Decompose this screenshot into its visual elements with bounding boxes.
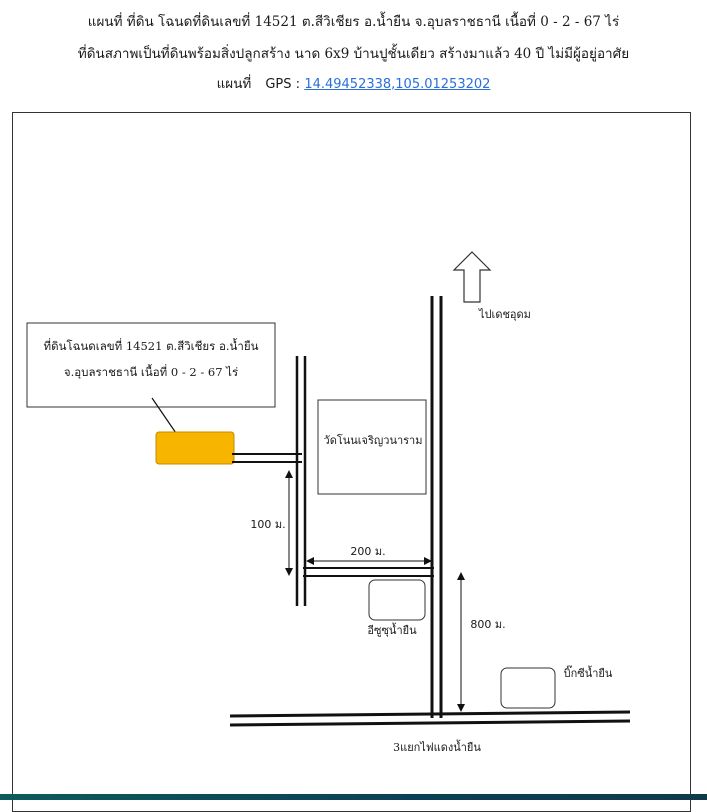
dimension-800-label: 800 ม. bbox=[470, 618, 506, 631]
dimension-100-arrow-top bbox=[285, 470, 293, 478]
dimension-800-arrow-top bbox=[457, 572, 465, 580]
dimension-100-label: 100 ม. bbox=[250, 518, 286, 531]
title-line-2: ที่ดินสภาพเป็นที่ดินพร้อมสิ่งปลูกสร้าง นาด 6x9 บ้านปูชั้นเดียว สร้างมาแล้ว 40 ปี ไม่มีผู้อยู่อาศัย bbox=[77, 46, 630, 62]
temple-label: วัดโนนเจริญวนาราม bbox=[323, 434, 423, 447]
north-arrow-icon bbox=[454, 252, 490, 302]
landmark-isuzu-building bbox=[369, 580, 425, 620]
landmark-isuzu-label: อีซูซุน้ำยืน bbox=[367, 624, 417, 637]
bottom-road-north-edge bbox=[230, 712, 630, 716]
temple-building bbox=[318, 400, 426, 494]
bottom-road-south-edge bbox=[230, 721, 630, 725]
landmark-bigc-label: บิ๊กซีน้ำยืน bbox=[563, 667, 613, 680]
intersection-label: 3แยกไฟแดงน้ำยืน bbox=[393, 741, 481, 754]
callout-line-1: ที่ดินโฉนดเลขที่ 14521 ต.สีวิเชียร อ.น้ำยืน bbox=[43, 339, 259, 353]
dimension-200-label: 200 ม. bbox=[350, 545, 386, 558]
map-label-prefix: แผนที่ bbox=[216, 76, 252, 92]
callout-line-2: จ.อุบลราชธานี เนื้อที่ 0 - 2 - 67 ไร่ bbox=[63, 365, 239, 379]
dimension-200-arrow-left bbox=[306, 557, 314, 565]
gps-coordinates-link[interactable]: 14.49452338,105.01253202 bbox=[304, 77, 491, 92]
gps-label: GPS : bbox=[265, 77, 301, 92]
landmark-bigc-building bbox=[501, 668, 555, 708]
title-line-1: แผนที่ ที่ดิน โฉนดที่ดินเลขที่ 14521 ต.สีวิเชียร อ.น้ำยืน จ.อุบลราชธานี เนื้อที่ 0 - 2 - 67 ไร่ bbox=[87, 14, 620, 30]
land-plot-marker[interactable] bbox=[156, 432, 234, 464]
bottom-accent-bar bbox=[0, 794, 707, 800]
dimension-800-arrow-bottom bbox=[457, 704, 465, 712]
north-direction-label: ไปเดชอุดม bbox=[479, 308, 531, 321]
dimension-100-arrow-bottom bbox=[285, 568, 293, 576]
